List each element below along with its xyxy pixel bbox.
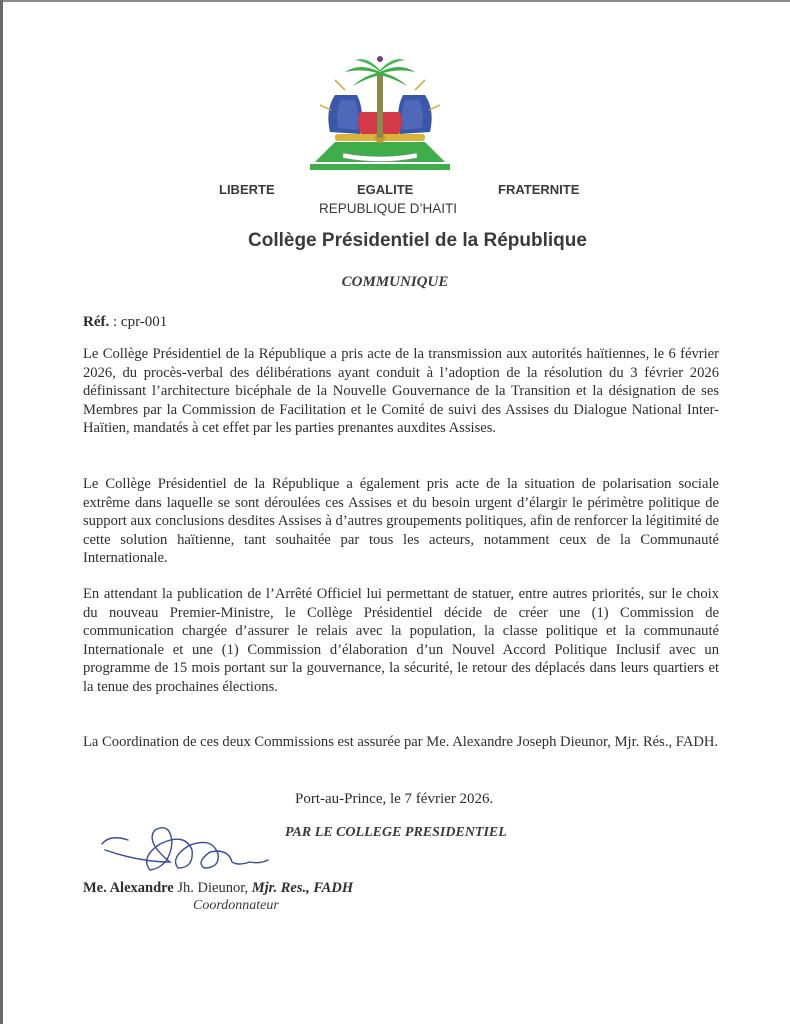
signer-rank: Mjr. Res., FADH [251,880,354,896]
place-and-date: Port-au-Prince, le 7 février 2026. [295,791,494,807]
motto-liberte: LIBERTE [219,182,275,197]
page-top-edge [0,0,790,2]
document-type-heading: COMMUNIQUE [341,274,449,290]
reference-line [83,314,167,331]
republic-name: REPUBLIQUE D’HAITI [319,201,458,216]
motto-egalite: EGALITE [357,182,414,197]
signer-surname: Jh. Dieunor, [173,880,252,896]
paragraph-commissions: En attendant la publication de l’Arrêté Officiel lui permettant de statuer, entre autres priorités, sur le choix du nouveau Premier-Ministre, le Collège Présidentiel décide de créer une (1) Commission de communication chargée d’assurer le relais avec la population, la classe politique et la communauté Internationale et une (1) Commission d’élaboration d’un Nouvel Accord Politique Inclusif avec un programme de 15 mois portant sur la gouvernance, la sécurité, le retour des déplacés dans leurs quartiers et la tenue des prochaines élections. [83,586,719,695]
signer-title: Me. Alexandre [83,880,174,896]
reference-value: cpr-001 [120,314,168,330]
signer-role: Coordonnateur [193,898,279,913]
national-motto [0,182,790,202]
paragraph-transmission: Le Collège Présidentiel de la République a pris acte de la transmission aux autorités haïtiennes, le 6 février 2026, du procès-verbal des délibérations ayant conduit à l’adoption de la résolution du 3 février 2026 définissant l’architecture bicéphale de la Nouvelle Gouvernance de la Transition et la désignation de ses Membres par la Commission de Facilitation et le Comité de suivi des Assises du Dialogue National Inter-Haïtien, mandatés à cet effet par les parties prenantes auxdites Assises. [83,346,719,437]
reference-label: Réf. [83,314,110,330]
reference-separator: : [109,314,121,330]
page-left-edge [0,0,3,1024]
on-behalf-of: PAR LE COLLEGE PRESIDENTIEL [285,825,507,840]
haiti-coat-of-arms-icon [305,50,455,172]
paragraph-polarisation: Le Collège Présidentiel de la République a également pris acte de la situation de polarisation sociale extrême dans laquelle se sont déroulées ces Assises et du besoin urgent d’élargir le périmètre politique de support aux conclusions desdites Assises à d’autres groupements politiques, afin de renforcer la légitimité de cette solution haïtienne, tant souhaitée par tous les acteurs, notamment ceux de la Communauté Internationale. [83,476,719,567]
signer-name [83,880,353,897]
paragraph-coordination: La Coordination de ces deux Commissions est assurée par Me. Alexandre Joseph Dieunor, Mjr. Rés., FADH. [83,734,719,750]
institution-title: Collège Présidentiel de la République [248,230,587,251]
motto-fraternite: FRATERNITE [498,182,580,197]
